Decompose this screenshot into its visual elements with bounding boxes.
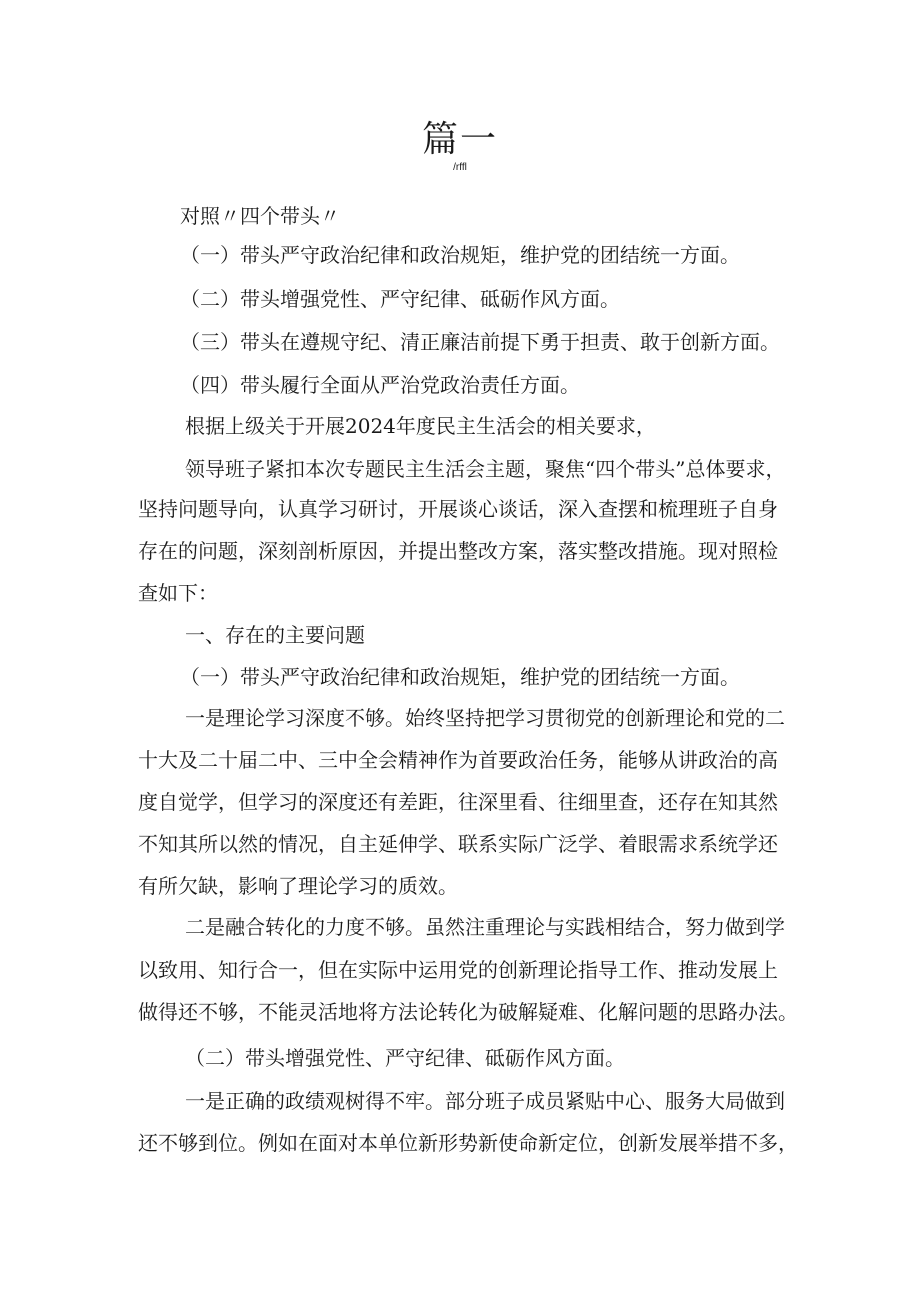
paragraph-line: 根据上级关于开展2024年度民主生活会的相关要求， [185, 414, 656, 438]
paragraph-line: 不知其所以然的情况，自主延伸学、联系实际广泛学、着眼需求系统学还 [138, 832, 778, 856]
list-item-1: （一）带头严守政治纪律和政治规矩，维护党的团结统一方面。 [180, 243, 740, 267]
paragraph-line: 做得还不够，不能灵活地将方法论转化为破解疑难、化解问题的思路办法。 [138, 1000, 798, 1024]
section-heading: 一、存在的主要问题 [185, 623, 365, 647]
list-item-3: （三）带头在遵规守纪、清正廉洁前提下勇于担责、敢于创新方面。 [180, 330, 780, 354]
paragraph-line: 查如下： [138, 581, 218, 605]
paragraph-line: 一是正确的政绩观树得不牢。部分班子成员紧贴中心、服务大局做到 [185, 1089, 785, 1113]
subsection-heading: （二）带头增强党性、严守纪律、砥砺作风方面。 [185, 1046, 625, 1070]
paragraph-line: 二是融合转化的力度不够。虽然注重理论与实践相结合，努力做到学 [185, 915, 785, 939]
paragraph-line: 坚持问题导向，认真学习研讨，开展谈心谈话，深入查摆和梳理班子自身 [138, 497, 778, 521]
paragraph-line: 十大及二十届二中、三中全会精神作为首要政治任务，能够从讲政治的高 [138, 748, 778, 772]
paragraph-line: 以致用、知行合一，但在实际中运用党的创新理论指导工作、推动发展上 [138, 958, 778, 982]
paragraph-line: 还不够到位。例如在面对本单位新形势新使命新定位，创新发展举措不多， [138, 1131, 798, 1155]
list-item-2: （二）带头增强党性、严守纪律、砥砺作风方面。 [180, 287, 620, 311]
paragraph-line: 有所欠缺，影响了理论学习的质效。 [138, 874, 458, 898]
paragraph-line: 度自觉学，但学习的深度还有差距，往深里看、往细里查，还存在知其然 [138, 790, 778, 814]
heading-four-leads: 对照〃四个带头〃 [180, 204, 340, 228]
list-item-4: （四）带头履行全面从严治党政治责任方面。 [180, 373, 580, 397]
paragraph-line: 领导班子紧扣本次专题民主生活会主题，聚焦“四个带头”总体要求， [185, 457, 786, 481]
subsection-heading: （一）带头严守政治纪律和政治规矩，维护党的团结统一方面。 [180, 665, 740, 689]
paragraph-line: 存在的问题，深刻剖析原因，并提出整改方案，落实整改措施。现对照检 [138, 539, 778, 563]
page-subtitle: /rffl [453, 162, 467, 173]
page-title: 篇一 [421, 119, 498, 160]
paragraph-line: 一是理论学习深度不够。始终坚持把学习贯彻党的创新理论和党的二 [185, 706, 785, 730]
